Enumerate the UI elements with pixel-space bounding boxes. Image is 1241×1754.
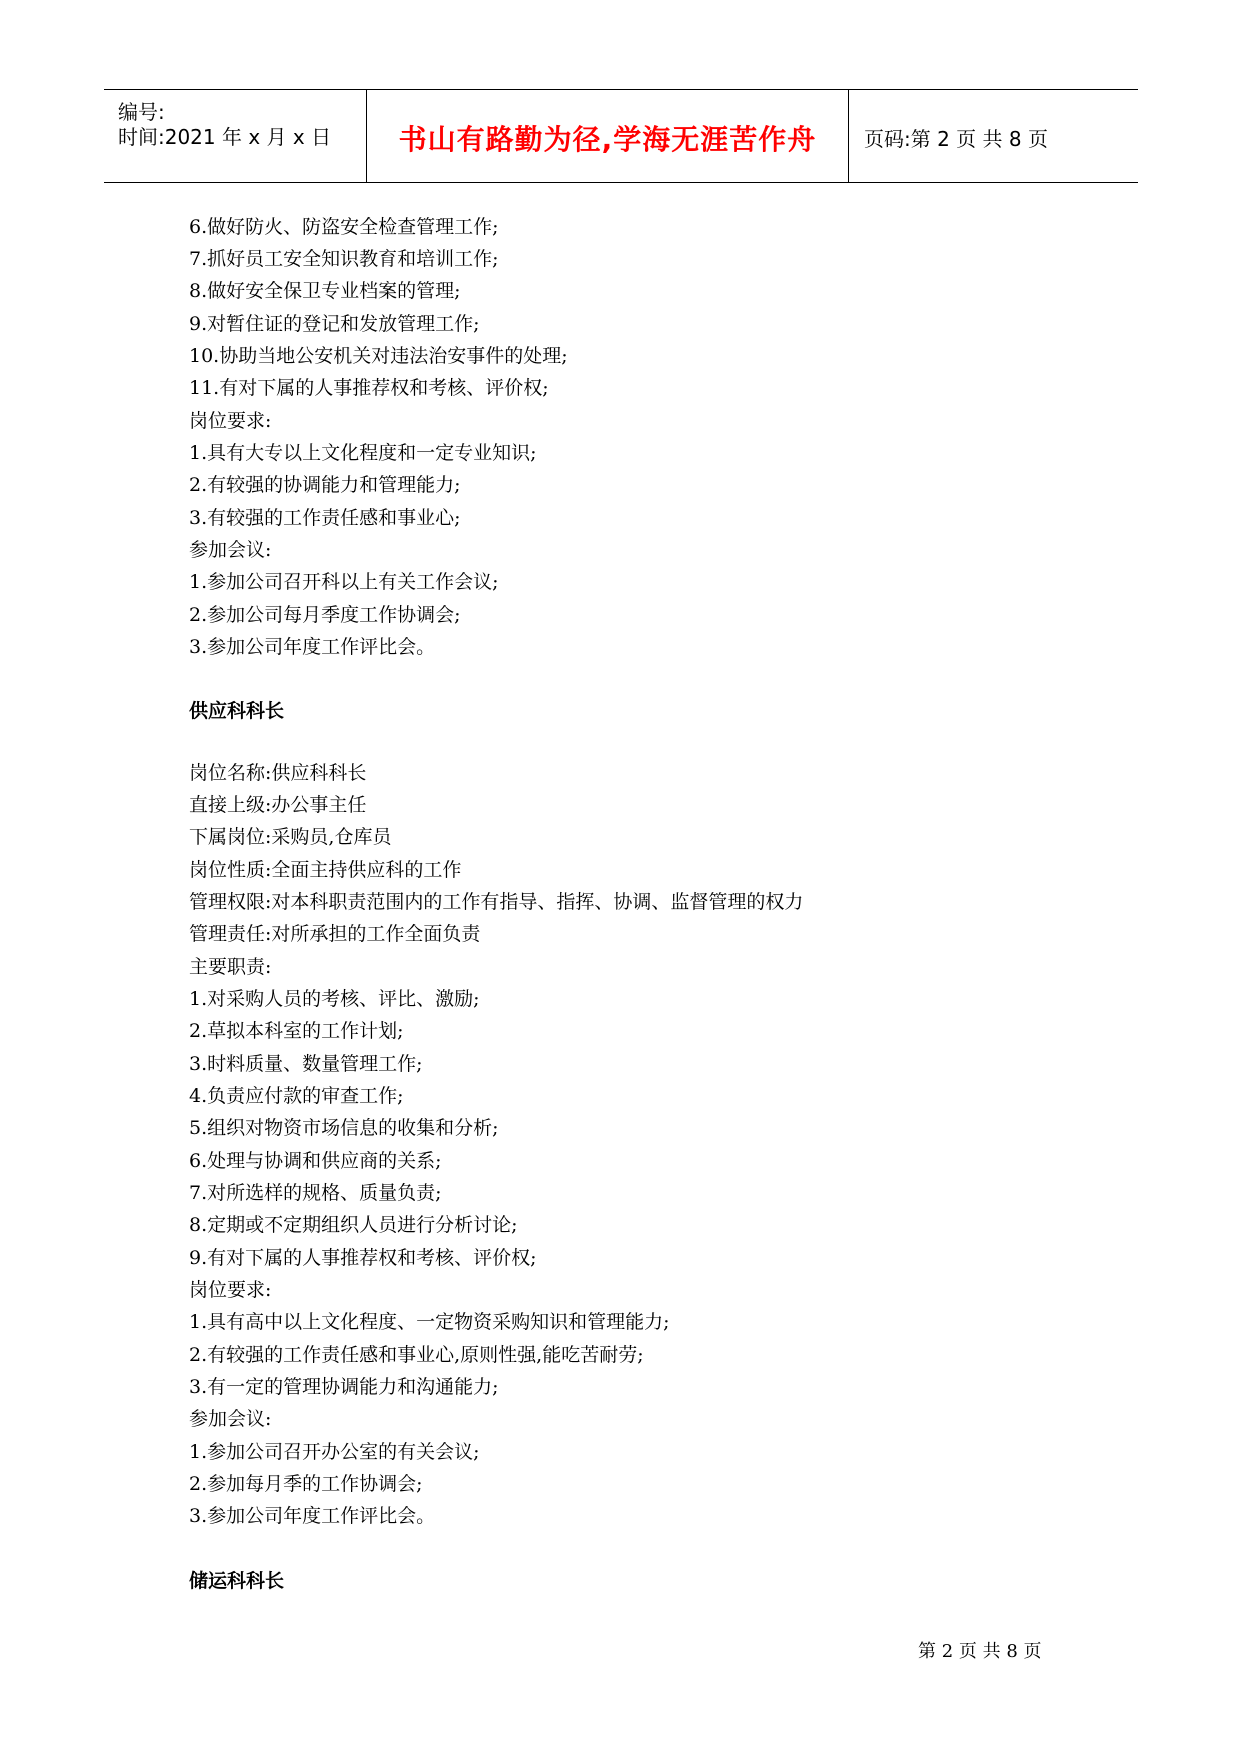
text-line: 管理责任:对所承担的工作全面负责 [189, 923, 481, 945]
text-line: 1.参加公司召开办公室的有关会议; [189, 1441, 480, 1463]
text-line: 1.具有大专以上文化程度和一定专业知识; [189, 442, 537, 464]
text-line: 7.抓好员工安全知识教育和培训工作; [189, 248, 499, 270]
text-line: 岗位名称:供应科科长 [189, 762, 367, 784]
text-line: 9.有对下属的人事推荐权和考核、评价权; [189, 1247, 537, 1269]
header-motto-cell [367, 90, 849, 182]
subheading: 岗位要求: [189, 1279, 272, 1301]
page-footer: 第 2 页 共 8 页 [918, 1641, 1042, 1662]
header-meta-cell [104, 90, 367, 182]
document-header [104, 89, 1138, 183]
text-line: 3.有一定的管理协调能力和沟通能力; [189, 1376, 499, 1398]
text-line: 1.对采购人员的考核、评比、激励; [189, 988, 480, 1010]
text-line: 3.时料质量、数量管理工作; [189, 1053, 423, 1075]
text-line: 3.参加公司年度工作评比会。 [189, 636, 436, 658]
subheading: 岗位要求: [189, 410, 272, 432]
text-line: 2.参加每月季的工作协调会; [189, 1473, 423, 1495]
text-line: 2.草拟本科室的工作计划; [189, 1020, 404, 1042]
text-line: 直接上级:办公事主任 [189, 794, 367, 816]
text-line: 1.具有高中以上文化程度、一定物资采购知识和管理能力; [189, 1311, 670, 1333]
section-title: 供应科科长 [189, 700, 285, 722]
text-line: 6.做好防火、防盗安全检查管理工作; [189, 216, 499, 238]
text-line: 8.做好安全保卫专业档案的管理; [189, 280, 461, 302]
text-line: 下属岗位:采购员,仓库员 [189, 826, 392, 848]
text-line: 6.处理与协调和供应商的关系; [189, 1150, 442, 1172]
text-line: 2.参加公司每月季度工作协调会; [189, 604, 461, 626]
text-line: 2.有较强的工作责任感和事业心,原则性强,能吃苦耐劳; [189, 1344, 644, 1366]
text-line: 5.组织对物资市场信息的收集和分析; [189, 1117, 499, 1139]
text-line: 2.有较强的协调能力和管理能力; [189, 474, 461, 496]
subheading: 参加会议: [189, 1408, 272, 1430]
text-line: 1.参加公司召开科以上有关工作会议; [189, 571, 499, 593]
page-code: 页码:第 2 页 共 8 页 [864, 127, 1048, 151]
text-line: 3.参加公司年度工作评比会。 [189, 1505, 436, 1527]
time-label: 时间:2021 年 x 月 x 日 [118, 125, 332, 149]
text-line: 管理权限:对本科职责范围内的工作有指导、指挥、协调、监督管理的权力 [189, 891, 804, 913]
section-title: 储运科科长 [189, 1570, 285, 1592]
subheading: 参加会议: [189, 539, 272, 561]
number-label: 编号: [118, 100, 165, 124]
text-line: 3.有较强的工作责任感和事业心; [189, 507, 461, 529]
text-line: 8.定期或不定期组织人员进行分析讨论; [189, 1214, 518, 1236]
text-line: 11.有对下属的人事推荐权和考核、评价权; [189, 377, 549, 399]
text-line: 10.协助当地公安机关对违法治安事件的处理; [189, 345, 568, 367]
text-line: 9.对暂住证的登记和发放管理工作; [189, 313, 480, 335]
subheading: 主要职责: [189, 956, 272, 978]
text-line: 7.对所选样的规格、质量负责; [189, 1182, 442, 1204]
motto-text: 书山有路勤为径,学海无涯苦作舟 [398, 123, 817, 156]
text-line: 4.负责应付款的审查工作; [189, 1085, 404, 1107]
header-page-cell [849, 90, 1138, 182]
text-line: 岗位性质:全面主持供应科的工作 [189, 859, 462, 881]
